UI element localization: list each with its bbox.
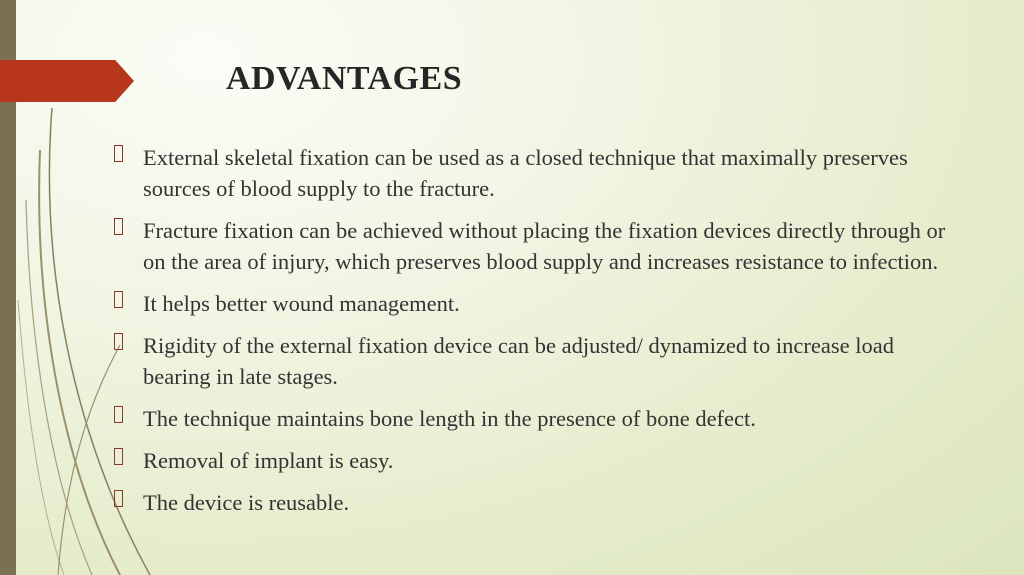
square-outline-icon	[114, 448, 123, 465]
decor-curve-2	[39, 150, 120, 575]
square-outline-icon	[114, 333, 123, 350]
bullet-text: It helps better wound management.	[143, 291, 460, 316]
bullet-item	[114, 330, 954, 392]
square-outline-icon	[114, 218, 123, 235]
bullet-text: Removal of implant is easy.	[143, 448, 394, 473]
bullet-text: The technique maintains bone length in the presence of bone defect.	[143, 406, 756, 431]
bullet-item	[114, 487, 954, 518]
decor-curve-5	[58, 345, 120, 575]
bullet-item	[114, 142, 954, 204]
bullet-item	[114, 288, 954, 319]
bullet-item	[114, 403, 954, 434]
bullet-list	[114, 142, 954, 529]
title-accent-arrow	[0, 60, 134, 102]
bullet-text: Fracture fixation can be achieved without placing the fixation devices directly through or on the area of injury, which preserves blood supply and increases resistance to infection.	[143, 218, 946, 274]
bullet-text: The device is reusable.	[143, 490, 350, 515]
square-outline-icon	[114, 145, 123, 162]
square-outline-icon	[114, 291, 123, 308]
bullet-text: External skeletal fixation can be used as a closed technique that maximally preserves sources of blood supply to the fracture.	[143, 145, 908, 201]
decor-curve-4	[18, 300, 64, 575]
slide-title: ADVANTAGES	[226, 60, 463, 97]
square-outline-icon	[114, 406, 123, 423]
bullet-item	[114, 215, 954, 277]
square-outline-icon	[114, 490, 123, 507]
decor-curve-3	[26, 200, 92, 575]
bullet-text: Rigidity of the external fixation device can be adjusted/ dynamized to increase load bearing in late stages.	[143, 333, 894, 389]
bullet-item	[114, 445, 954, 476]
